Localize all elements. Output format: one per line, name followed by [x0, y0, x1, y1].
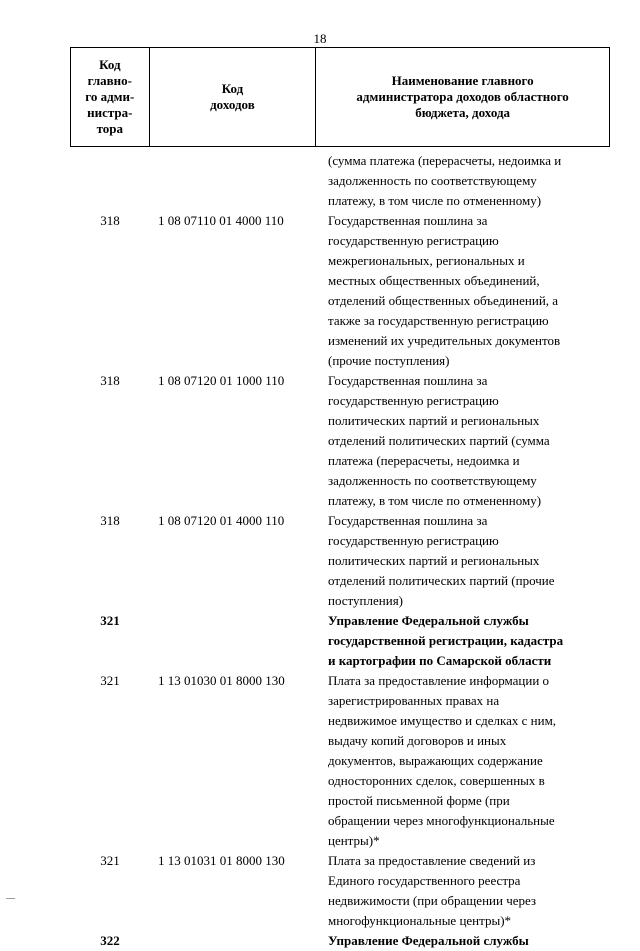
admin-code-cell: 318 [100, 513, 120, 528]
scan-mark: — [6, 893, 15, 903]
table-row-section-header [70, 931, 615, 951]
admin-code-cell: 321 [100, 613, 120, 628]
income-code-cell: 1 08 07120 01 4000 110 [158, 513, 285, 528]
table-header [70, 47, 610, 147]
header-admin-code: Код главно- го адми- нистра- тора [71, 48, 150, 147]
admin-code-cell: 318 [100, 213, 120, 228]
table-row [70, 851, 615, 931]
description-cell: Управление Федеральной службы государственной регистрации, кадастра и картографии по Самарской области [328, 613, 564, 668]
admin-code-cell: 321 [100, 673, 120, 688]
description-cell: Плата за предоставление информации о зарегистрированных правах на недвижимое имущество и сделках с ним, выдачу копий договоров и иных документов, выражающих содержание односторонних сделок, совершенных в простой письменной форме (при обращении через многофункциональные центры)* [328, 673, 557, 848]
table-row [70, 211, 615, 371]
table-row [70, 671, 615, 851]
description-cell: Государственная пошлина за государственную регистрацию политических партий и региональных отделений политических партий (прочие поступления) [328, 513, 555, 608]
table-body [70, 151, 615, 951]
income-code-cell: 1 13 01030 01 8000 130 [158, 673, 285, 688]
description-cell: (сумма платежа (перерасчеты, недоимка и задолженность по соответствующему платежу, в том числе по отмененному) [328, 153, 562, 208]
income-code-cell: 1 13 01031 01 8000 130 [158, 853, 285, 868]
header-income-code: Код доходов [149, 48, 316, 147]
income-code-cell: 1 08 07110 01 4000 110 [158, 213, 284, 228]
description-cell: Государственная пошлина за государственную регистрацию политических партий и региональных отделений политических партий (сумма платежа (перерасчеты, недоимка и задолженность по соответствующему платежу, в том числе по отмененному) [328, 373, 550, 508]
table-row [70, 511, 615, 611]
header-name: Наименование главного администратора доходов областного бюджета, дохода [316, 48, 610, 147]
page-number: 18 [313, 31, 327, 46]
description-cell: Плата за предоставление сведений из Единого государственного реестра недвижимости (при обращении через многофункциональные центры)* [328, 853, 537, 928]
income-code-cell: 1 08 07120 01 1000 110 [158, 373, 285, 388]
admin-code-cell: 321 [100, 853, 120, 868]
description-cell: Управление Федеральной службы [328, 933, 529, 948]
table-row-section-header [70, 611, 615, 671]
table-row [70, 151, 615, 211]
table-row [70, 371, 615, 511]
admin-code-cell: 318 [100, 373, 120, 388]
admin-code-cell: 322 [100, 933, 120, 948]
description-cell: Государственная пошлина за государственную регистрацию межрегиональных, региональных и местных общественных объединений, отделений общественных объединений, а также за государственную регистрацию изменений их учредительных документов (прочие поступления) [328, 213, 561, 368]
